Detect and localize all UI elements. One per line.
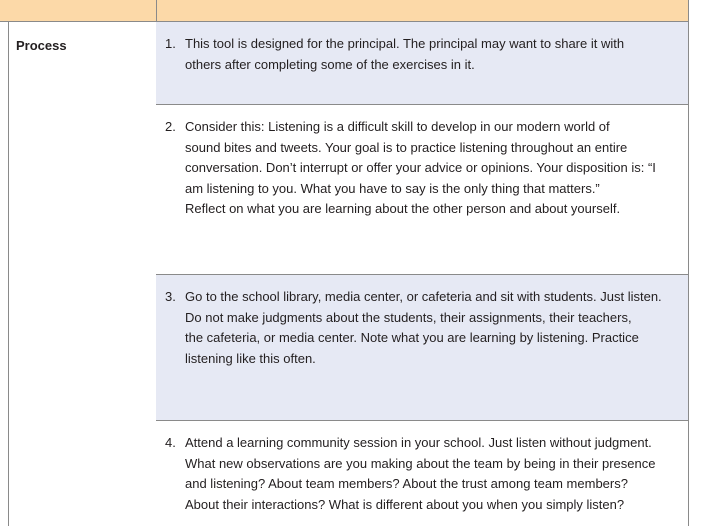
step-item-4 <box>156 421 689 526</box>
step-text <box>185 287 683 369</box>
step-text-line: others after completing some of the exercises in it. <box>185 56 475 72</box>
step-number: 1. <box>165 36 176 51</box>
step-text-line: listening like this often. <box>185 350 316 366</box>
step-item-2 <box>156 105 689 275</box>
table-header-band <box>0 0 689 22</box>
step-item-1 <box>156 22 689 105</box>
header-left-cell <box>0 0 157 21</box>
step-item-3 <box>156 275 689 421</box>
step-text <box>185 433 683 515</box>
step-text-line: What new observations are you making about the team by being in their presence <box>185 455 656 471</box>
step-text-line: am listening to you. What you have to say is the only thing that matters.” <box>185 180 600 196</box>
header-right-border <box>688 0 689 21</box>
step-text-line: conversation. Don’t interrupt or offer your advice or opinions. Your disposition is: “I <box>185 160 656 175</box>
step-text-line: Do not make judgments about the students, their assignments, their teachers, <box>185 309 632 325</box>
row-label-column <box>8 22 158 526</box>
step-text-line: Consider this: Listening is a difficult skill to develop in our modern world of <box>185 119 610 134</box>
step-text-line: and listening? About team members? About the trust among team members? <box>185 476 628 491</box>
step-text-line: Go to the school library, media center, or cafeteria and sit with students. Just listen. <box>185 289 662 304</box>
step-text-line: Reflect on what you are learning about the other person and about yourself. <box>185 201 621 216</box>
step-text <box>185 117 683 220</box>
step-text-line: sound bites and tweets. Your goal is to practice listening throughout an entire <box>185 139 628 155</box>
step-number: 2. <box>165 119 176 134</box>
step-text-line: Attend a learning community session in your school. Just listen without judgment. <box>185 435 652 450</box>
step-text-line: About their interactions? What is different about you when you simply listen? <box>185 496 625 512</box>
step-text-line: This tool is designed for the principal. The principal may want to share it with <box>185 36 625 51</box>
step-text-line: the cafeteria, or media center. Note what you are learning by listening. Practice <box>185 330 639 345</box>
row-label-process: Process <box>16 38 67 53</box>
step-number: 4. <box>165 435 176 450</box>
step-text <box>185 34 683 75</box>
step-number: 3. <box>165 289 176 304</box>
